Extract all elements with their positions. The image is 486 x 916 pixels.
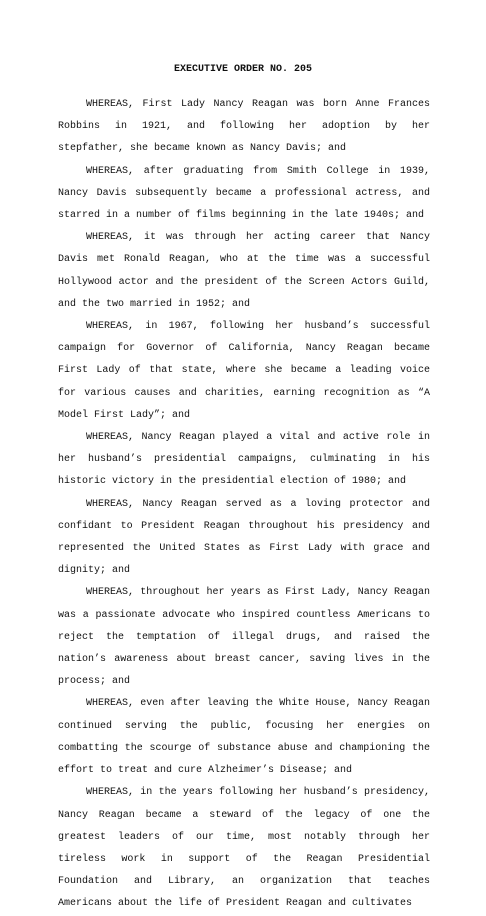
whereas-paragraph-1: WHEREAS, First Lady Nancy Reagan was born Anne Frances Robbins in 1921, and following her adoption by her stepfather, she became known as Nancy Davis; and bbox=[58, 99, 430, 155]
whereas-paragraph-9: WHEREAS, in the years following her husband’s presidency, Nancy Reagan became a steward of the legacy of one the greatest leaders of our time, most notably through her tireless work in support of the Reagan Presidential Foundation and Library, an organization that teaches Americans about the life of President Reagan and cultivates bbox=[58, 787, 430, 910]
whereas-paragraph-3: WHEREAS, it was through her acting career that Nancy Davis met Ronald Reagan, who at the time was a successful Hollywood actor and the president of the Screen Actors Guild, and the two married in 1952; and bbox=[58, 232, 430, 310]
document-body bbox=[58, 94, 430, 916]
whereas-paragraph-2: WHEREAS, after graduating from Smith College in 1939, Nancy Davis subsequently became a professional actress, and starred in a number of films beginning in the late 1940s; and bbox=[58, 165, 430, 222]
whereas-paragraph-4: WHEREAS, in 1967, following her husband’s successful campaign for Governor of California, Nancy Reagan became First Lady of that state, where she became a leading voice for various causes and charities, earning recognition as “A Model First Lady”; and bbox=[58, 321, 430, 421]
document-title: EXECUTIVE ORDER NO. 205 bbox=[173, 64, 313, 75]
whereas-paragraph-6: WHEREAS, Nancy Reagan served as a loving protector and confidant to President Reagan throughout his presidency and represented the United States as First Lady with grace and dignity; and bbox=[58, 498, 430, 577]
whereas-paragraph-5: WHEREAS, Nancy Reagan played a vital and active role in her husband’s presidential campaigns, culminating in his historic victory in the presidential election of 1980; and bbox=[58, 432, 430, 488]
whereas-paragraph-8: WHEREAS, even after leaving the White House, Nancy Reagan continued serving the public, focusing her energies on combatting the scourge of substance abuse and championing the effort to treat and cure Alzheimer’s Disease; and bbox=[58, 698, 430, 777]
whereas-paragraph-7: WHEREAS, throughout her years as First Lady, Nancy Reagan was a passionate advocate who inspired countless Americans to reject the temptation of illegal drugs, and raised the nation’s awareness about breast cancer, saving lives in the process; and bbox=[58, 587, 430, 688]
